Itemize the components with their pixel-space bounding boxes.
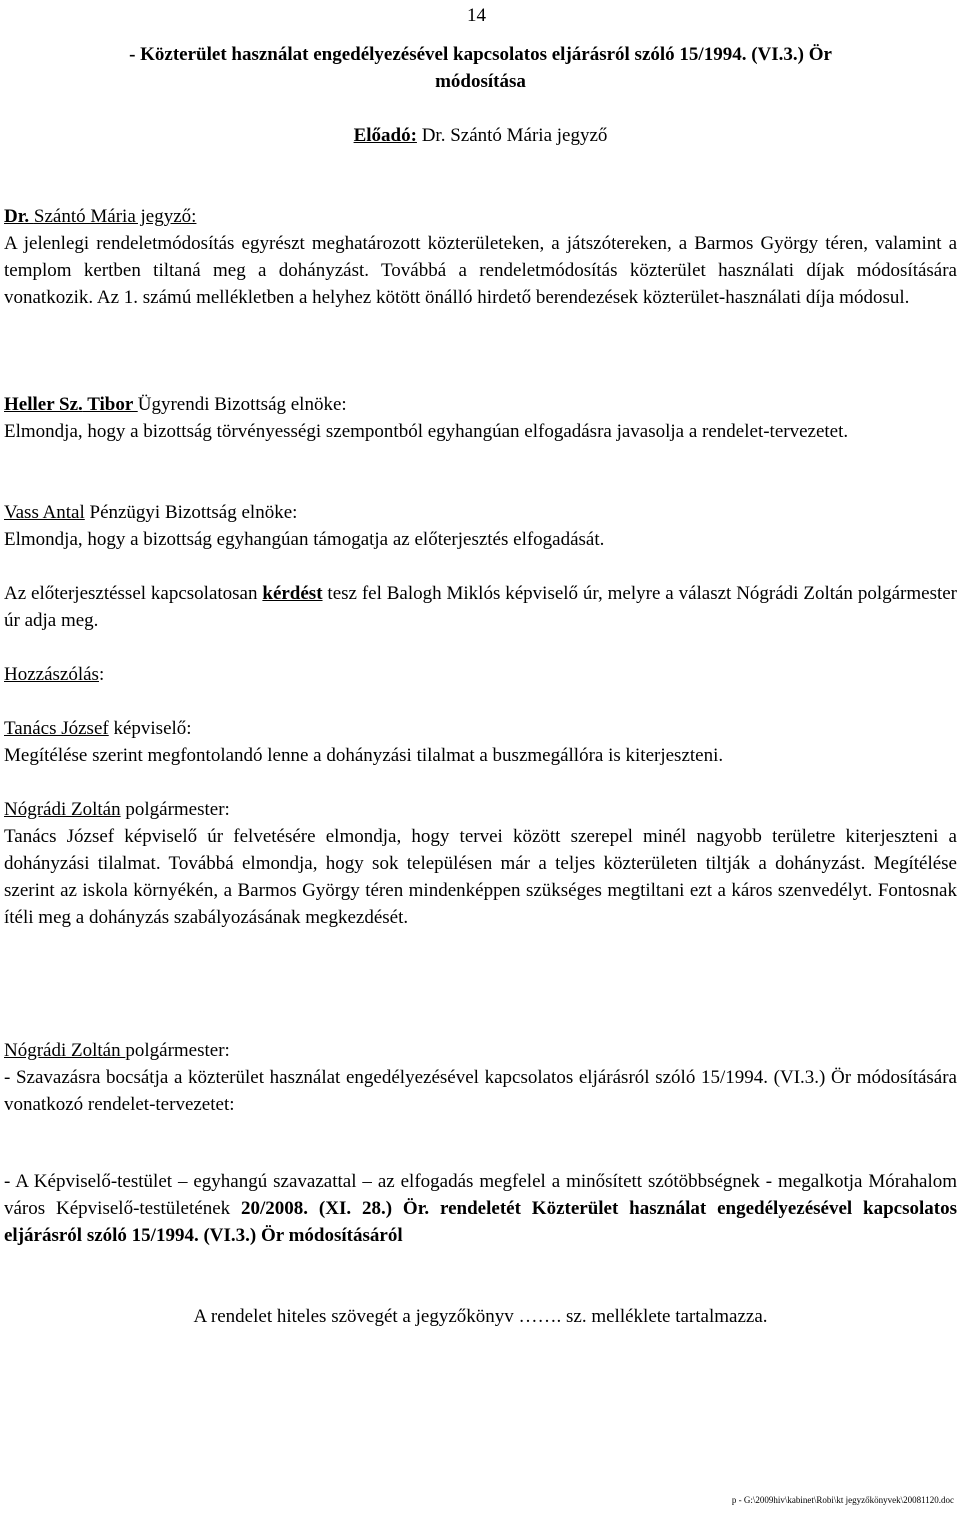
section-heller (4, 391, 957, 445)
section-tanacs (4, 715, 957, 769)
document-title (4, 41, 957, 95)
section-comments-heading (4, 661, 957, 688)
paragraph: Megítélése szerint megfontolandó lenne a dohányzási tilalmat a buszmegállóra is kiterjeszteni. (4, 745, 724, 766)
section-vass (4, 499, 957, 553)
annex-note: A rendelet hiteles szövegét a jegyzőkönyv ……. sz. melléklete tartalmazza. (193, 1306, 768, 1327)
section-resolution (4, 1168, 957, 1249)
speaker-heading: Tanács József képviselő: (4, 718, 192, 739)
section-question (4, 580, 957, 634)
paragraph: - Szavazásra bocsátja a közterület használat engedélyezésével kapcsolatos eljárásról szóló 15/1994. (VI.3.) Ör módosítására vonatkozó rendelet-tervezetet: (4, 1067, 957, 1115)
paragraph: A jelenlegi rendeletmódosítás egyrészt meghatározott közterületeken, a játszótereken, a Barmos György téren, valamint a templom kertben tiltaná meg a dohányzást. Továbbá a rendeletmódosítás közterület használati díjak módosítására vonatkozik. Az 1. számú mellékletben a helyhez kötött önálló hirdető berendezések közterület-használati díja módosul. (4, 233, 957, 308)
speaker-heading: Nógrádi Zoltán polgármester: (4, 1040, 230, 1061)
paragraph: Az előterjesztéssel kapcsolatosan kérdést tesz fel Balogh Miklós képviselő úr, melyre a választ Nógrádi Zoltán polgármester úr adja meg. (4, 583, 958, 631)
presenter-label: Előadó: (353, 125, 417, 146)
presenter-name: Dr. Szántó Mária jegyző (421, 125, 608, 146)
section-notary (4, 203, 957, 311)
footer-path: p - G:\2009hiv\kabinet\Robi\kt jegyzőkönyvek\20081120.doc (731, 1495, 954, 1505)
paragraph: - A Képviselő-testület – egyhangú szavazattal – az elfogadás megfelel a minősített szótöbbségnek - megalkotja Mórahalom város Képviselő-testületének 20/2008. (XI. 28.) Ör. rendeletét Közterület használat engedélyezésével kapcsolatos eljárásról szóló 15/1994. (VI.3.) Ör módosításáról (4, 1171, 957, 1246)
paragraph: Tanács József képviselő úr felvetésére elmondja, hogy tervei között szerepel minél nagyobb területre kiterjeszteni a dohányzási tilalmat. Továbbá elmondja, hogy sok településen már a teljes közterületen tiltják a dohányzást. Megítélése szerint az iskola környékén, a Barmos György téren mindenképpen szükséges megtiltani ezt a káros szenvedélyt. Fontosnak ítéli meg a dohányzás szabályozásának megkezdését. (4, 826, 957, 928)
page-number: 14 (467, 5, 486, 26)
speaker-heading: Nógrádi Zoltán polgármester: (4, 799, 230, 820)
presenter-line (4, 122, 957, 149)
speaker-heading: Dr. Szántó Mária jegyző: (4, 206, 197, 227)
speaker-heading: Heller Sz. Tibor Ügyrendi Bizottság elnöke: (4, 394, 347, 415)
section-nogradi-1 (4, 796, 957, 931)
title-line-2: módosítása (435, 71, 526, 92)
title-line-1: - Közterület használat engedélyezésével kapcsolatos eljárásról szóló 15/1994. (VI.3.) Ör (129, 44, 832, 65)
speaker-heading: Vass Antal Pénzügyi Bizottság elnöke: (4, 502, 298, 523)
paragraph: Elmondja, hogy a bizottság törvényességi szempontból egyhangúan elfogadásra javasolja a rendelet-tervezetet. (4, 421, 849, 442)
heading: Hozzászólás: (4, 664, 105, 685)
section-nogradi-2 (4, 1037, 957, 1118)
paragraph: Elmondja, hogy a bizottság egyhangúan támogatja az előterjesztés elfogadását. (4, 529, 605, 550)
